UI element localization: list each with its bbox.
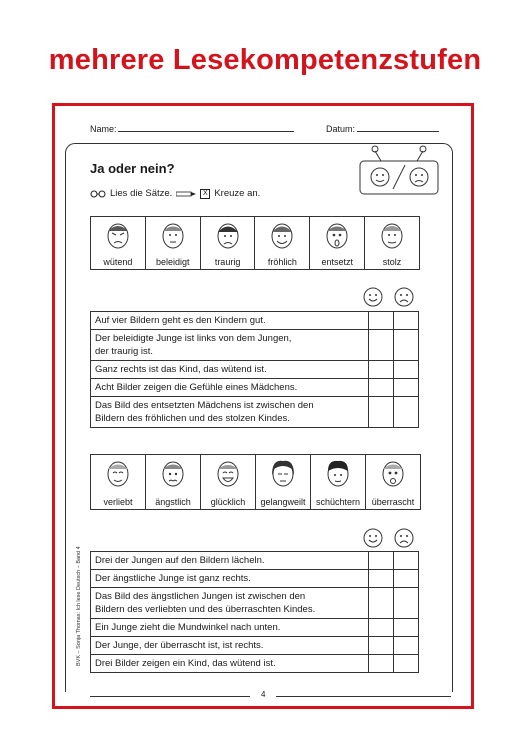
emotion-label: gelangweilt — [260, 497, 306, 507]
yes-checkbox[interactable] — [369, 379, 394, 397]
no-checkbox[interactable] — [394, 637, 419, 655]
angry-child-icon — [105, 221, 131, 251]
no-checkbox[interactable] — [394, 312, 419, 330]
footer-line-left — [90, 696, 250, 697]
instruction — [90, 188, 260, 199]
no-checkbox[interactable] — [394, 552, 419, 570]
happy-child-icon — [269, 221, 295, 251]
yes-checkbox[interactable] — [369, 361, 394, 379]
statement: Der ängstliche Junge ist ganz rechts. — [91, 570, 369, 588]
yes-checkbox[interactable] — [369, 552, 394, 570]
footer-line-right — [276, 696, 451, 697]
emotion-card — [365, 217, 419, 269]
emotion-label: glücklich — [210, 497, 246, 507]
table-row — [91, 361, 419, 379]
emotion-card — [201, 455, 256, 509]
table-row — [91, 552, 419, 570]
emotion-row-2 — [90, 454, 421, 510]
emotion-label: beleidigt — [155, 257, 190, 267]
emotion-row-1 — [90, 216, 420, 270]
statement: Das Bild des entsetzten Mädchens ist zwischen den Bildern des fröhlichen und des stolzen Kindes. — [91, 397, 369, 428]
date-line[interactable] — [357, 131, 439, 132]
emotion-card — [91, 455, 146, 509]
statement: Acht Bilder zeigen die Gefühle eines Mädchens. — [91, 379, 369, 397]
yes-checkbox[interactable] — [369, 570, 394, 588]
statements-table-2 — [90, 551, 419, 673]
statements-table-1 — [90, 311, 419, 428]
no-checkbox[interactable] — [394, 361, 419, 379]
surprised-child-icon — [380, 459, 406, 489]
statement: Drei der Jungen auf den Bildern lächeln. — [91, 552, 369, 570]
emotion-card — [366, 455, 420, 509]
emotion-card — [201, 217, 256, 269]
headline: mehrere Lesekompetenzstufen — [48, 44, 482, 76]
emotion-card — [146, 455, 201, 509]
table-row — [91, 655, 419, 673]
yes-checkbox[interactable] — [369, 330, 394, 361]
table-row — [91, 330, 419, 361]
name-label: Name: — [90, 124, 117, 134]
sad-child-icon — [215, 221, 241, 251]
no-checkbox[interactable] — [394, 588, 419, 619]
emotion-label: ängstlich — [155, 497, 191, 507]
no-checkbox[interactable] — [394, 570, 419, 588]
in-love-child-icon — [105, 459, 131, 489]
exercise-title: Ja oder nein? — [90, 161, 175, 176]
emotion-card — [91, 217, 146, 269]
anxious-child-icon — [160, 459, 186, 489]
table-row — [91, 637, 419, 655]
statement: Drei Bilder zeigen ein Kind, das wütend ist. — [91, 655, 369, 673]
emotion-label: traurig — [214, 257, 241, 267]
statement: Ein Junge zieht die Mundwinkel nach unten. — [91, 619, 369, 637]
statement: Der beleidigte Junge ist links von dem Jungen, der traurig ist. — [91, 330, 369, 361]
instruction-cross: Kreuze an. — [214, 188, 261, 199]
table-row — [91, 312, 419, 330]
emotion-card — [256, 455, 311, 509]
no-checkbox[interactable] — [394, 330, 419, 361]
emotion-label: schüchtern — [315, 497, 361, 507]
shy-child-icon — [325, 459, 351, 489]
page-number: 4 — [261, 690, 266, 699]
name-line[interactable] — [118, 131, 294, 132]
emotion-card — [311, 455, 366, 509]
emotion-label: verliebt — [103, 497, 133, 507]
date-label: Datum: — [326, 124, 356, 134]
copyright-note: BVK – Sonja Thomas: Ich lese Deutsch – Band 4 — [76, 546, 82, 666]
bored-child-icon — [270, 459, 296, 489]
table-row — [91, 619, 419, 637]
emotion-label: fröhlich — [267, 257, 297, 267]
table-row — [91, 588, 419, 619]
statement: Ganz rechts ist das Kind, das wütend ist. — [91, 361, 369, 379]
emotion-card — [255, 217, 310, 269]
emotion-label: wütend — [103, 257, 133, 267]
yes-no-faces-icon — [360, 527, 418, 549]
checkbox-example-icon: X — [200, 189, 210, 199]
yes-no-faces-icon — [360, 286, 418, 308]
emotion-card — [310, 217, 365, 269]
instruction-read: Lies die Sätze. — [110, 188, 173, 199]
emotion-card — [146, 217, 201, 269]
emotion-label: überrascht — [371, 497, 415, 507]
table-row — [91, 570, 419, 588]
offended-child-icon — [160, 221, 186, 251]
no-checkbox[interactable] — [394, 379, 419, 397]
no-checkbox[interactable] — [394, 397, 419, 428]
pencil-icon — [176, 191, 196, 197]
statement: Der Junge, der überrascht ist, ist rechts. — [91, 637, 369, 655]
table-row — [91, 379, 419, 397]
shocked-child-icon — [324, 221, 350, 251]
no-checkbox[interactable] — [394, 655, 419, 673]
joyful-child-icon — [215, 459, 241, 489]
emotion-label: stolz — [382, 257, 402, 267]
happy-sad-sign-icon — [357, 141, 441, 197]
no-checkbox[interactable] — [394, 619, 419, 637]
yes-checkbox[interactable] — [369, 619, 394, 637]
yes-checkbox[interactable] — [369, 588, 394, 619]
statement: Auf vier Bildern geht es den Kindern gut. — [91, 312, 369, 330]
proud-child-icon — [379, 221, 405, 251]
yes-checkbox[interactable] — [369, 312, 394, 330]
table-row — [91, 397, 419, 428]
yes-checkbox[interactable] — [369, 637, 394, 655]
yes-checkbox[interactable] — [369, 397, 394, 428]
emotion-label: entsetzt — [321, 257, 353, 267]
glasses-icon — [90, 190, 106, 198]
statement: Das Bild des ängstlichen Jungen ist zwischen den Bildern des verliebten und des überraschten Kindes. — [91, 588, 369, 619]
yes-checkbox[interactable] — [369, 655, 394, 673]
